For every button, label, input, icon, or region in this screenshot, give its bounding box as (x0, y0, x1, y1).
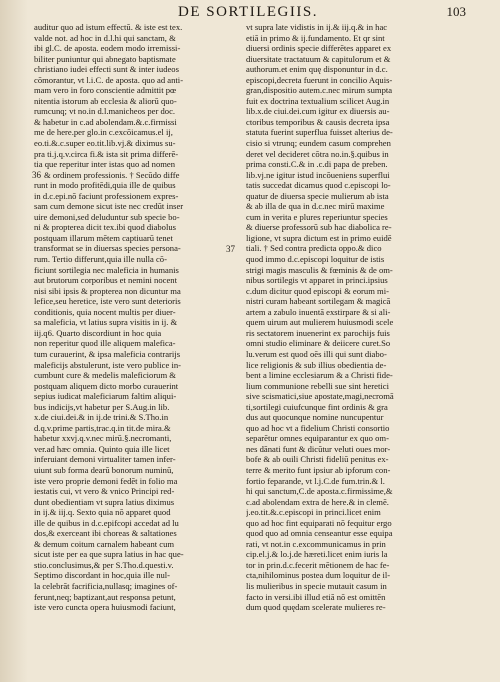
page-gutter-shadow (0, 0, 28, 682)
text-line: dos,& exerceant ibi choreas & saltationes (34, 528, 177, 539)
text-line: quatur de diuersa specie mulierum ab ista (246, 190, 389, 201)
text-line: iij.q6. Quarto discordiunt in hoc quia (34, 327, 162, 338)
text-line: j.eo.tit.&.c.episcopi in princi.licet enim (246, 507, 381, 518)
text-line: quo ad hoc fint equiparati nō fequitur ergo (246, 517, 392, 528)
text-line: valde not. ad hoc in d.l.hi qui sanctam, & (34, 32, 176, 43)
text-line: episcopi,decreta fuerunt in concilio Aquis- (246, 74, 393, 85)
text-line: mam vero in foro conscientie admittit pœ (34, 85, 177, 96)
text-line: quod quo ad omnia censeantur esse equipa (246, 528, 393, 539)
text-line: maleficijs abstulerunt, iste vero publice in- (34, 359, 182, 370)
text-line: ti,sortilegi cuiufcunque fint ordinis & gra (246, 401, 388, 412)
text-line: christiano iudei effecti sunt & inter iudeos (34, 64, 179, 75)
text-line: bus indicijs,vt habetur per S.Aug.in lib. (34, 401, 170, 412)
text-line: inferuiant demoni virtualiter tamen infer- (34, 454, 176, 465)
text-line: stio.conclusimus,& per S.Tho.d.questi.v. (34, 559, 174, 570)
text-line: x.de ciui.dei.& in ij.de trini.& S.Tho.in (34, 412, 169, 423)
text-line: omni studio eliminare & deiicere curet.So (246, 338, 391, 349)
text-line: & demum coitum carnalem habeant cum (34, 538, 175, 549)
text-line: lis mulieribus in specie mutauit casum in (246, 580, 387, 591)
margin-number-left: 36 (32, 170, 41, 180)
text-line: c.dum dicitur quod episcopi & eorum mi- (246, 285, 389, 296)
running-title: DE SORTILEGIIS. (178, 4, 318, 20)
text-line: iste vero cuncta opera huiusmodi faciunt, (34, 602, 176, 613)
text-line: habetur xxvj.q.v.nec mirū.§.necromanti, (34, 433, 172, 444)
text-line: nisi sibi ipsis & propterea non dicuntur ma (34, 285, 181, 296)
text-line: c.ad abolendam extra de here.& in clemē. (246, 496, 389, 507)
text-line: rati, vt not.in c.excommunicamus in prin (246, 538, 386, 549)
text-line: runt in modo profitēdi,quia ille de quibus (34, 180, 176, 191)
text-line: quod immo d.c.episcopi loquitur de istis (246, 254, 385, 265)
text-line: lefice,seu heretice, iste vero sunt deterioris (34, 296, 181, 307)
text-line: lib.x.de ciui.dei.cum igitur ex diuersis au- (246, 106, 390, 117)
text-line: dum quod quędam scelerate mulieres re- (246, 602, 386, 613)
text-line: quem uirum aut mulierem huiusmodi scele (246, 317, 394, 328)
text-line: separētur omnes equiparantur ex quo om- (246, 433, 389, 444)
text-line: dunt obedientiam vt supra latius diximus (34, 496, 175, 507)
text-line: aut brutorum corporibus et nemini nocent (34, 275, 177, 286)
text-line: lu.verum est quod oēs illi qui sunt diabo- (246, 348, 387, 359)
text-line: tiali. † Sed contra predicta oppo.& dico (246, 243, 382, 254)
text-line: in d.c.epi.nō faciunt professionem expres- (34, 190, 179, 201)
text-line: facto in versi.ibi illud etiā nō est omittēn (246, 591, 386, 602)
text-line: ligione, vt supra dictum est in primo euidē (246, 232, 392, 243)
margin-number-right: 37 (226, 244, 235, 254)
text-line: cumbunt cure & medelis maleficiorum & (34, 370, 176, 381)
text-line: diuersi ordinis specie differētes apparet ex (246, 43, 392, 54)
text-line: transformat se in diuersas species persona- (34, 243, 181, 254)
text-line: tor in prin.d.c.fecerit mētionem de hac fe- (246, 559, 390, 570)
text-line: dus aut quocunque nomine nuncupentur (246, 412, 384, 423)
text-line: cisio si vtrunq; eundem casum comprehen (246, 138, 391, 149)
text-line: sam cum demone sicut iste nec credūt inser (34, 201, 184, 212)
text-line: tia que reperitur inter istas quo ad nomen (34, 159, 176, 170)
text-line: biliter puniuntur qui abnegato baptismate (34, 53, 176, 64)
left-text-column (34, 22, 232, 613)
text-line: d.q.v.prime partis,trac.q.in tit.de mira.& (34, 422, 171, 433)
text-line: tum curauerint, & ipsa maleficia contrarijs (34, 348, 181, 359)
text-line: sepius iudicat maleficiarum faltim aliqui- (34, 391, 177, 402)
text-line: etiā in primo & ij.fundamento. Et qr sint (246, 32, 385, 43)
text-line: uiunt sub forma dearū bonorum numinū, (34, 464, 174, 475)
text-line: tatis succedat dicamus quod c.episcopi lo- (246, 180, 391, 191)
text-line: bofe & ab ouili Christi fideliū penitus ex- (246, 454, 389, 465)
page-header (30, 4, 466, 20)
text-line: & ab illa de qua in d.c.nec mirū maxime (246, 201, 385, 212)
page-number: 103 (446, 4, 466, 19)
text-line: nitentia istorum ab ecclesia & aliorū quo- (34, 95, 177, 106)
text-line: sicut iste per ea que supra latius in hac que- (34, 549, 184, 560)
text-line: sive scismatici,siue apostate,magi,necromā (246, 391, 394, 402)
text-line: deret vel decideret cōtra no.in.§.quibus in (246, 148, 389, 159)
text-line: nes dānati funt & dicūtur veluti oues mor- (246, 443, 391, 454)
text-line: nibus sortilegis vt apparet in princi.ipsius (246, 275, 388, 286)
text-line: terre & merito funt ipsiur ab ipforum con- (246, 464, 391, 475)
text-line: ficiunt sortilegia nec maleficia in humanis (34, 264, 179, 275)
text-line: fortio feparande, vt l.j.C.de fum.trin.& l. (246, 475, 385, 486)
text-line: la celebrāt facrificia,nullasq; imagines of- (34, 580, 178, 591)
text-line: ille de quibus in d.c.epifcopi accedat ad lu (34, 517, 179, 528)
text-line: vt supra late vidistis in ij.& iij.q.& in hac (246, 22, 388, 32)
text-line: ris sectatorem inuenerint ex parochijs fuis (246, 327, 390, 338)
text-line: strigi magis masculis & fœminis & de om- (246, 264, 393, 275)
text-line: diuersitate tractatuum & capitulorum et & (246, 53, 391, 64)
text-line: ferunt,neq; baptizant,aut responsa petunt, (34, 591, 176, 602)
text-line: ver.ad hæc omnia. Quinto quia ille licet (34, 443, 170, 454)
text-line: auditur quo ad istum effectū. & iste est tex. (34, 22, 183, 32)
text-line: iestatis cui, vt vero & vnico Principi red- (34, 486, 175, 497)
text-line: lium communione rebelli sue sint heretici (246, 380, 389, 391)
text-line: in ij.& iij.q. Sexto quia nō apparet quod (34, 507, 171, 518)
text-line: nistri curam habeant sortilegam & magicā (246, 296, 391, 307)
text-line: lib.vj.ne igitur istud incōueniens superflui (246, 169, 390, 180)
text-line: lice religionis & sub illius obedientia de- (246, 359, 387, 370)
text-line: gran,dispositio autem.c.nec mirum sumpta (246, 85, 393, 96)
text-line: & diuerse professorū sub hac diabolica re- (246, 222, 392, 233)
text-line: conditionis, quia nocent multis per diuer- (34, 306, 176, 317)
text-line: cip.el.j.& lo.j.de hæreti.licet enim iuris la (246, 549, 388, 560)
text-line: cōmorantur, vt l.i.C. de aposta. quo ad anti- (34, 74, 184, 85)
text-line: & ordinem professionis. † Secūdo diffe (44, 169, 180, 180)
text-line: ctoribus temporibus & causis decreta ipsa (246, 116, 390, 127)
text-line: quo ad hoc vt a fidelium Christi consortio (246, 422, 390, 433)
text-line: & habetur in c.ad abolendam.&.c.firmissi (34, 116, 177, 127)
text-line: fuit ex doctrina textualium scilicet Aug.in (246, 95, 390, 106)
text-line: Septimo discordant in hoc,quia ille nul- (34, 570, 171, 581)
text-line: iste vero proprie demoni fedēt in folio ma (34, 475, 178, 486)
text-line: hi qui sanctum,C.de aposta.c.firmissime,& (246, 486, 393, 497)
text-line: pra ti.j.q.v.circa fi.& ista sit prima differē- (34, 148, 179, 159)
text-line: non reperitur quod ille aliquem malefica- (34, 338, 176, 349)
right-text-column (246, 22, 442, 613)
text-line: prima consti.C.& in .c.di papa de preben. (246, 159, 388, 170)
text-line: cta,nihilominus postea dum loquitur de il- (246, 570, 391, 581)
text-line: postquam aliquem dicto morbo curauerint (34, 380, 179, 391)
text-line: uire demoni,sed deluduntur sub specie bo- (34, 211, 180, 222)
text-line: authorum.et enim quę disponuntur in d.c. (246, 64, 388, 75)
text-line: statuta fuerint superflua fuisset alterius de- (246, 127, 393, 138)
text-line: ni & propterea dicit tex.ibi quod diabolus (34, 222, 177, 233)
text-line: bent a limine ecclesiarum & a Christi fide- (246, 370, 393, 381)
text-line: eo.ti.&.c.super eo.tit.lib.vj.& diximus su- (34, 138, 176, 149)
text-line: me de here.per glo.in c.excōicamus.el ij, (34, 127, 173, 138)
text-line: cum in verita e plures reperiuntur species (246, 211, 388, 222)
text-line: sa maleficia, vt latius supra visitis in ij. & (34, 317, 178, 328)
text-line: rumcunq; vt no.in d.l.manicheos per doc. (34, 106, 176, 117)
text-line: rum. Tertio differunt,quia ille nulla cō- (34, 254, 167, 265)
text-line: ibi gl.C. de aposta. eodem modo irremissi- (34, 43, 181, 54)
text-line: artem a zabulo inuentā exstirpare & si ali- (246, 306, 391, 317)
text-line: postquam illarum mētem captiuarū tenet (34, 232, 173, 243)
